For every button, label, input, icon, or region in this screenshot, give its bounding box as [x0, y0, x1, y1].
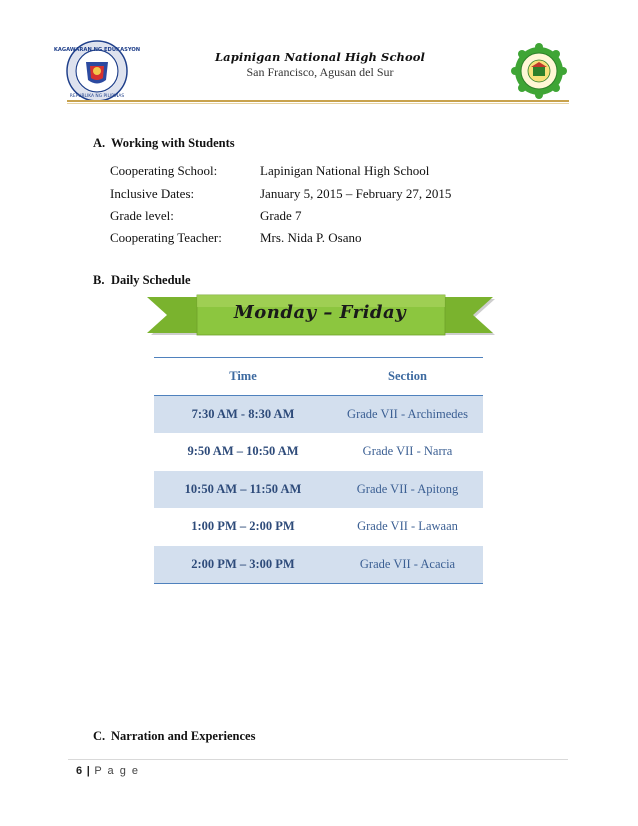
table-header-row: [154, 358, 483, 395]
section-c-heading: C. Narration and Experiences: [93, 729, 256, 743]
table-row: [154, 433, 483, 470]
table-row: [154, 396, 483, 433]
row-section: Grade VII - Acacia: [359, 557, 456, 571]
row-time: 1:00 PM – 2:00 PM: [191, 519, 295, 533]
table-bottom-border: [154, 583, 483, 584]
info-label-grade: Grade level:: [110, 208, 174, 223]
row-section: Grade VII - Lawaan: [357, 519, 458, 533]
page-number: 6: [76, 765, 83, 777]
row-time: 10:50 AM – 11:50 AM: [184, 482, 302, 496]
school-name: Lapinigan National High School: [214, 50, 426, 64]
school-seal-logo: [511, 43, 567, 99]
header-rule: [67, 100, 569, 102]
info-value-teacher: Mrs. Nida P. Osano: [260, 230, 362, 245]
info-label-school: Cooperating School:: [110, 163, 218, 178]
footer-rule: [68, 759, 568, 760]
row-section: Grade VII - Archimedes: [347, 407, 468, 421]
info-value-dates: January 5, 2015 – February 27, 2015: [260, 186, 452, 201]
deped-seal-logo: [53, 40, 141, 102]
svg-text:KAGAWARAN NG EDUKASYON: KAGAWARAN NG EDUKASYON: [53, 47, 141, 53]
table-row: [154, 471, 483, 508]
row-time: 2:00 PM – 3:00 PM: [191, 557, 295, 571]
info-value-school: Lapinigan National High School: [260, 163, 430, 178]
footer-separator: |: [86, 765, 90, 777]
section-b-heading: B. Daily Schedule: [93, 273, 191, 287]
info-label-teacher: Cooperating Teacher:: [110, 230, 222, 245]
row-time: 7:30 AM - 8:30 AM: [191, 407, 295, 421]
banner-text: Monday – Friday: [233, 302, 407, 323]
table-row: [154, 508, 483, 545]
page-label: P a g e: [94, 765, 140, 777]
header-rule-shadow: [67, 103, 569, 104]
page-footer: [76, 765, 140, 777]
header-time: Time: [229, 369, 257, 383]
info-label-dates: Inclusive Dates:: [110, 186, 195, 201]
header-section: Section: [388, 369, 427, 383]
info-value-grade: Grade 7: [260, 208, 302, 223]
row-section: Grade VII - Narra: [362, 444, 453, 458]
row-section: Grade VII - Apitong: [356, 482, 459, 496]
section-a-heading: A. Working with Students: [93, 136, 235, 150]
table-row: [154, 546, 483, 583]
school-address: San Francisco, Agusan del Sur: [246, 65, 394, 79]
row-time: 9:50 AM – 10:50 AM: [187, 444, 299, 458]
svg-text:REPUBLIKA NG PILIPINAS: REPUBLIKA NG PILIPINAS: [69, 94, 125, 99]
